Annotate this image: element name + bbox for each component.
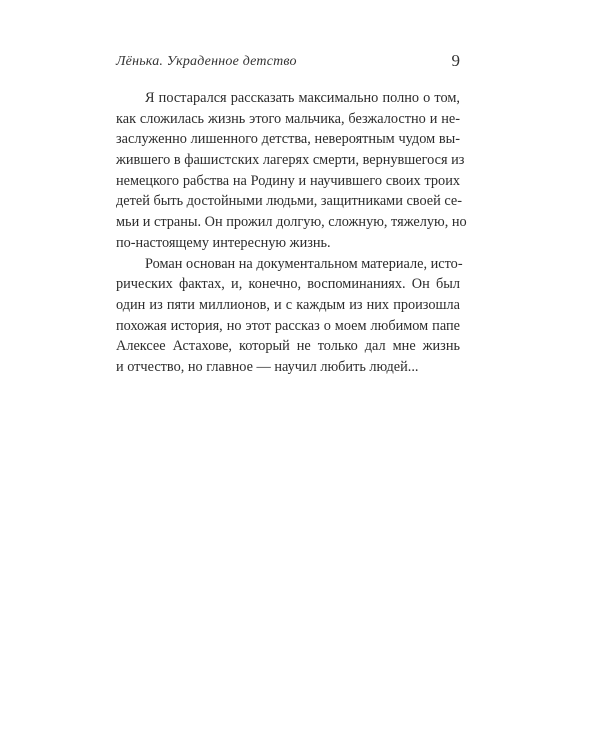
text-line: по-настоящему интересную жизнь. bbox=[116, 234, 331, 251]
page-number: 9 bbox=[451, 51, 460, 70]
text-line: Я постарался рассказать максимально полно о том, bbox=[145, 90, 460, 106]
text-line: жившего в фашистских лагерях смерти, вернувшегося из bbox=[116, 152, 465, 169]
text-line: Роман основан на документальном материале, исто- bbox=[145, 255, 463, 272]
text-line: как сложилась жизнь этого мальчика, безжалостно и не- bbox=[116, 110, 460, 127]
text-line: рических фактах, и, конечно, воспоминаниях. Он был bbox=[116, 276, 460, 293]
text-line: заслуженно лишенного детства, невероятным чудом вы- bbox=[116, 131, 460, 148]
text-line: Алексее Астахове, который не только дал мне жизнь bbox=[116, 338, 460, 355]
text-line: детей быть достойными людьми, защитниками своей се- bbox=[116, 193, 462, 210]
text-line: один из пяти миллионов, и с каждым из них произошла bbox=[116, 296, 460, 313]
body-text bbox=[116, 88, 467, 378]
text-line: похожая история, но этот рассказ о моем любимом папе bbox=[116, 317, 460, 334]
paragraph-1 bbox=[116, 88, 467, 254]
text-line: немецкого рабства на Родину и научившего своих троих bbox=[116, 172, 460, 189]
text-line: и отчество, но главное — научил любить людей... bbox=[116, 358, 419, 375]
text-line: мьи и страны. Он прожил долгую, сложную, тяжелую, но bbox=[116, 214, 467, 231]
paragraph-2 bbox=[116, 254, 463, 378]
running-header-title: Лёнька. Украденное детство bbox=[116, 54, 297, 69]
